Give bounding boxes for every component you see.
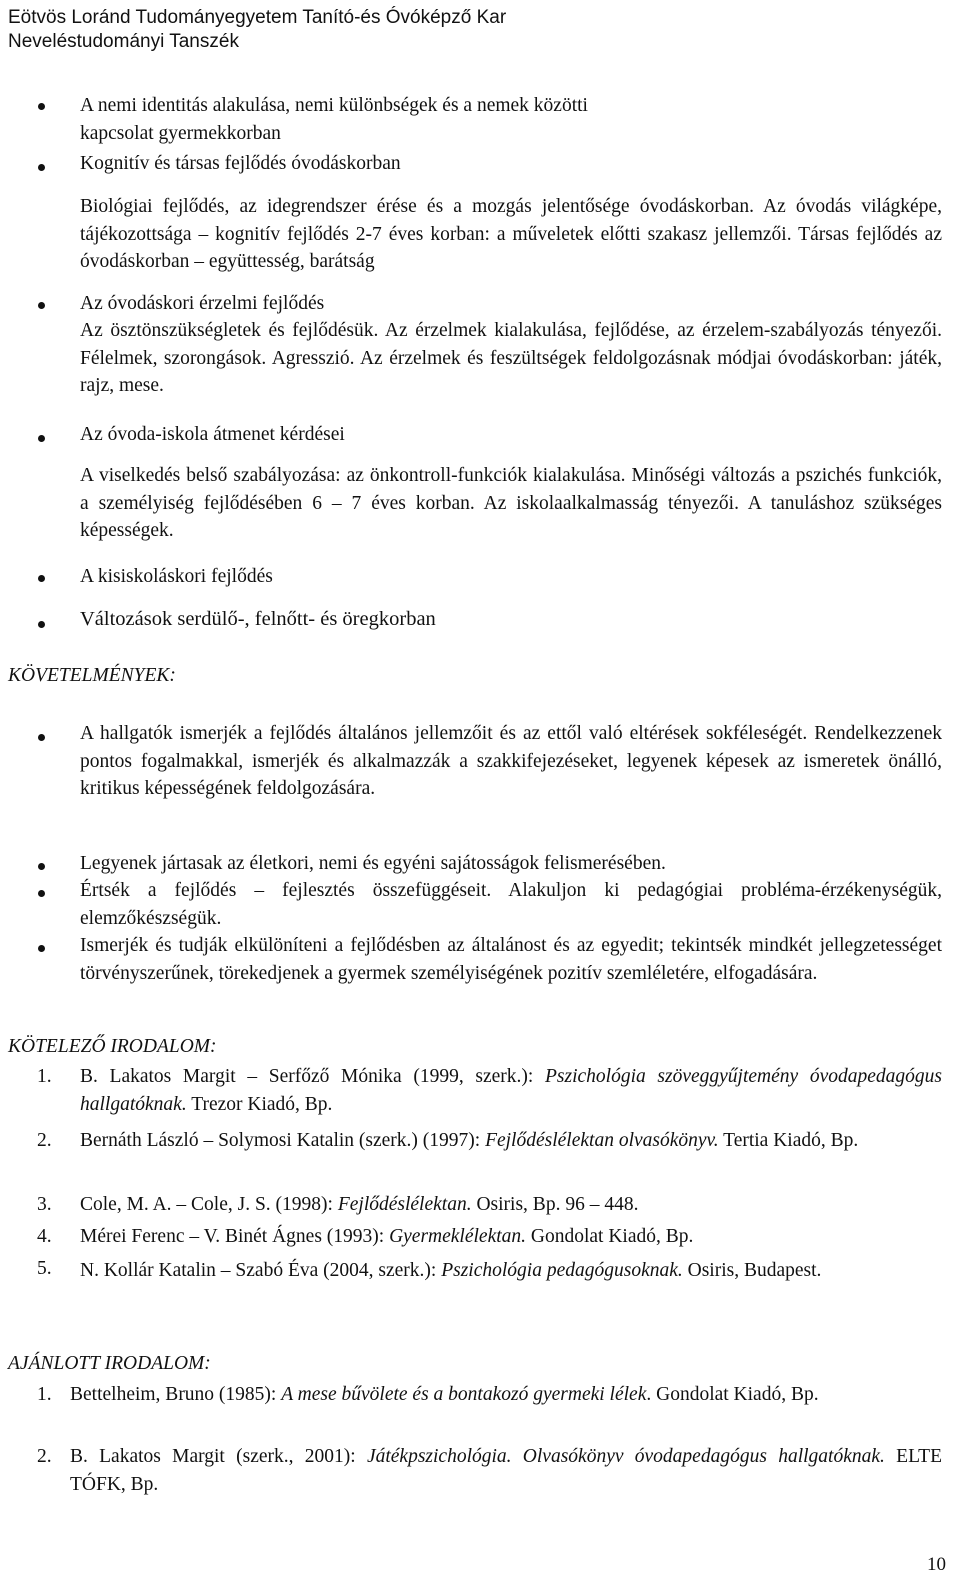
reference-item: Mérei Ferenc – V. Binét Ágnes (1993): Gyermeklélektan. Gondolat Kiadó, Bp. bbox=[80, 1226, 694, 1247]
recommended-literature-heading: AJÁNLOTT IRODALOM: bbox=[8, 1353, 211, 1374]
topic-item: Kognitív és társas fejlődés óvodáskorban bbox=[80, 153, 401, 174]
header-institution: Eötvös Loránd Tudományegyetem Tanító-és Óvóképző Kar bbox=[8, 7, 507, 28]
bullet-icon bbox=[38, 734, 45, 741]
topic-item: A kisiskoláskori fejlődés bbox=[80, 566, 273, 587]
reference-title: Fejlődéslélektan. bbox=[337, 1194, 472, 1215]
reference-title: Pszichológia szöveggyűjtemény óvodapedagógus hallgatóknak. bbox=[80, 1066, 942, 1115]
topic-item: A nemi identitás alakulása, nemi különbségek és a nemek közötti kapcsolat gyermekkorban bbox=[80, 95, 588, 144]
requirement-item: Legyenek jártasak az életkori, nemi és egyéni sajátosságok felismerésében. bbox=[80, 853, 666, 874]
bullet-icon bbox=[38, 435, 45, 442]
requirement-item: Értsék a fejlődés – fejlesztés összefüggéseit. Alakuljon ki pedagógiai probléma-érzékenységük, elemzőkészségük. bbox=[80, 880, 942, 929]
reference-item: Bettelheim, Bruno (1985): A mese bűvölete és a bontakozó gyermeki lélek. Gondolat Kiadó, Bp. bbox=[70, 1384, 819, 1405]
bullet-icon bbox=[38, 945, 45, 952]
reference-number: 1. bbox=[37, 1066, 52, 1087]
requirements-heading: KÖVETELMÉNYEK: bbox=[8, 665, 176, 686]
reference-number: 2. bbox=[37, 1130, 52, 1151]
reference-title: Játékpszichológia. Olvasókönyv óvodapedagógus hallgatóknak. bbox=[366, 1446, 885, 1467]
requirement-item: Ismerjék és tudják elkülöníteni a fejlődésben az általánost és az egyedit; tekintsék mindkét jellegzetességet törvényszerűnek, törekedjenek a gyermek személyiségének pozitív szemléletére, elfogadására. bbox=[80, 935, 942, 984]
reference-number: 1. bbox=[37, 1384, 52, 1405]
mandatory-literature-heading: KÖTELEZŐ IRODALOM: bbox=[8, 1036, 217, 1057]
reference-item: B. Lakatos Margit (szerk., 2001): Játékpszichológia. Olvasókönyv óvodapedagógus hallgatóknak. ELTE TÓFK, Bp. bbox=[70, 1446, 943, 1495]
bullet-icon bbox=[38, 890, 45, 897]
reference-item: Bernáth László – Solymosi Katalin (szerk.) (1997): Fejlődéslélektan olvasókönyv. Tertia Kiadó, Bp. bbox=[80, 1130, 859, 1151]
reference-number: 2. bbox=[37, 1446, 52, 1467]
reference-item: Cole, M. A. – Cole, J. S. (1998): Fejlődéslélektan. Osiris, Bp. 96 – 448. bbox=[80, 1194, 639, 1215]
reference-item: B. Lakatos Margit – Serfőző Mónika (1999, szerk.): Pszichológia szöveggyűjtemény óvodapedagógus hallgatóknak. Trezor Kiadó, Bp. bbox=[80, 1066, 942, 1115]
topic-item: Változások serdülő-, felnőtt- és öregkorban bbox=[80, 608, 436, 630]
topic-paragraph: A viselkedés belső szabályozása: az önkontroll-funkciók kialakulása. Minőségi változás a pszichés funkciók, a személyiség fejlődésében 6 – 7 éves korban. Az iskolaalkalmasság tényezői. A tanuláshoz szükséges képességek. bbox=[80, 465, 942, 541]
reference-title: Fejlődéslélektan olvasókönyv. bbox=[485, 1130, 719, 1151]
reference-number: 3. bbox=[37, 1194, 52, 1215]
bullet-icon bbox=[38, 575, 45, 582]
requirement-item: A hallgatók ismerjék a fejlődés általános jellemzőit és az ettől való eltérések sokféleségét. Rendelkezzenek pontos fogalmakkal, ismerjék és alkalmazzák a szakkifejezéseket, legyenek képesek az ismeretek önálló, kritikus képességének feldolgozására. bbox=[80, 723, 942, 799]
bullet-icon bbox=[38, 164, 45, 171]
reference-title: Gyermeklélektan. bbox=[389, 1226, 527, 1247]
topic-paragraph: Biológiai fejlődés, az idegrendszer érése és a mozgás jelentősége óvodáskorban. Az óvodás világképe, tájékozottsága – kognitív fejlődés 2-7 éves korban: a műveletek előtti szakasz jellemzői. Társas fejlődés az óvodáskorban – együttesség, barátság bbox=[80, 196, 942, 272]
bullet-icon bbox=[38, 302, 45, 309]
reference-number: 5. bbox=[37, 1258, 52, 1279]
bullet-icon bbox=[38, 621, 45, 628]
page-number: 10 bbox=[927, 1554, 946, 1575]
reference-title: A mese bűvölete és a bontakozó gyermeki lélek bbox=[281, 1384, 647, 1405]
header-department: Neveléstudományi Tanszék bbox=[8, 31, 239, 52]
bullet-icon bbox=[38, 103, 45, 110]
reference-title: Pszichológia pedagógusoknak. bbox=[441, 1260, 683, 1281]
topic-item: Az óvodáskori érzelmi fejlődés bbox=[80, 293, 325, 314]
topic-item: Az óvoda-iskola átmenet kérdései bbox=[80, 424, 345, 445]
bullet-icon bbox=[38, 863, 45, 870]
document-header bbox=[8, 6, 506, 54]
reference-number: 4. bbox=[37, 1226, 52, 1247]
reference-item: N. Kollár Katalin – Szabó Éva (2004, szerk.): Pszichológia pedagógusoknak. Osiris, Budapest. bbox=[80, 1260, 822, 1281]
topic-paragraph: Az ösztönszükségletek és fejlődésük. Az érzelmek kialakulása, fejlődése, az érzelem-szabályozás tényezői. Félelmek, szorongások. Agresszió. Az érzelmek és feszültségek feldolgozásnak módjai óvodáskorban: játék, rajz, mese. bbox=[80, 320, 942, 396]
